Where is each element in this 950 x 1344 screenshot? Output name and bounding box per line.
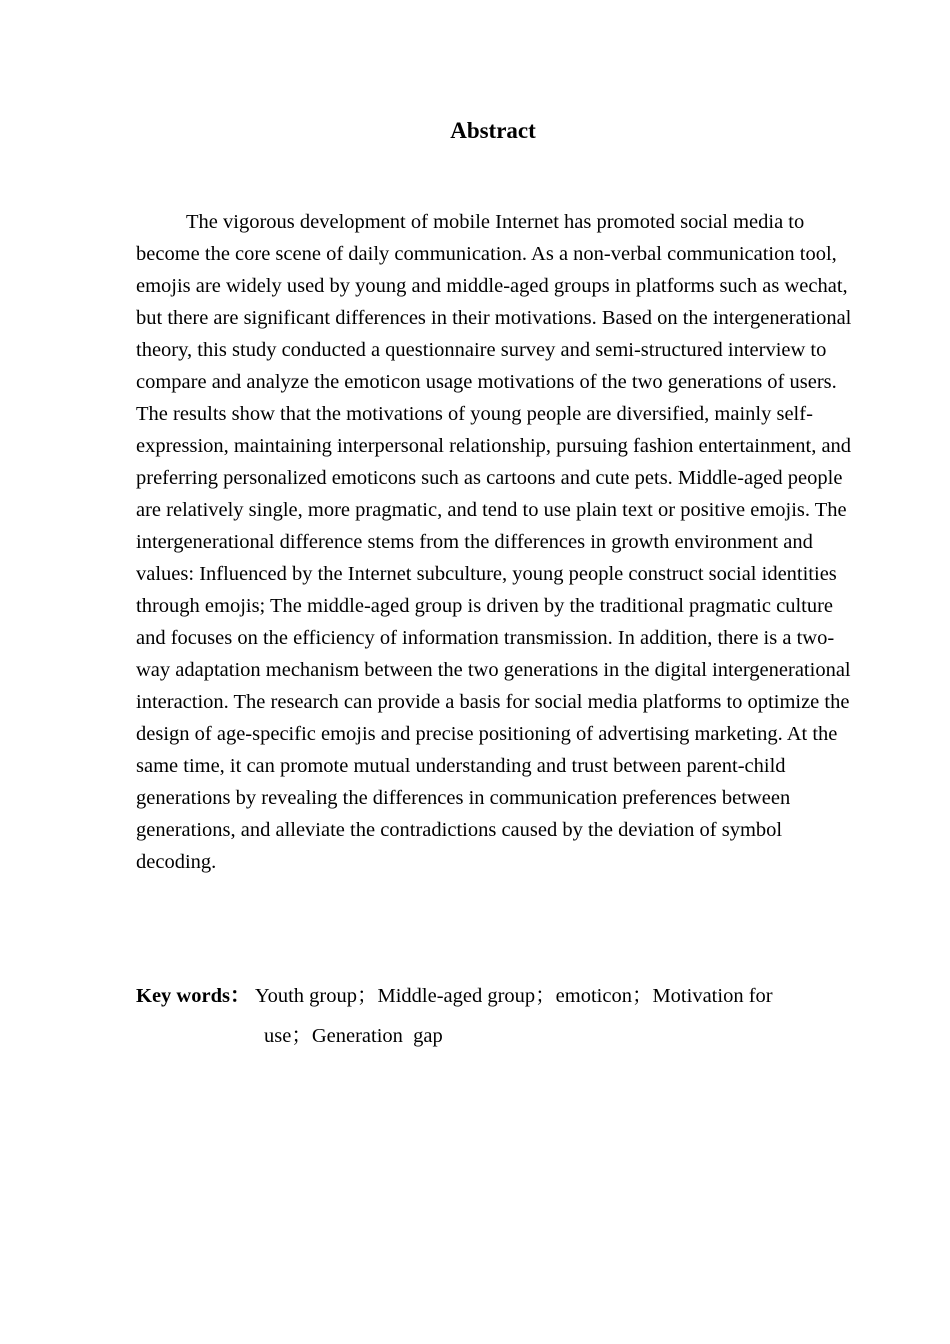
abstract-body: The vigorous development of mobile Internet has promoted social media to become the core scene of daily communication. As a non-verbal communication tool, emojis are widely used by young and middle-aged groups in platforms such as wechat, but there are significant differences in their motivations. Based on the intergenerational theory, this study conducted a questionnaire survey and semi-structured interview to compare and analyze the emoticon usage motivations of the two generations of users. The results show that the motivations of young people are diversified, mainly self-expression, maintaining interpersonal relationship, pursuing fashion entertainment, and preferring personalized emoticons such as cartoons and cute pets. Middle-aged people are relatively single, more pragmatic, and tend to use plain text or positive emojis. The intergenerational difference stems from the differences in growth environment and values: Influenced by the Internet subculture, young people construct social identities through emojis; The middle-aged group is driven by the traditional pragmatic culture and focuses on the efficiency of information transmission. In addition, there is a two-way adaptation mechanism between the two generations in the digital intergenerational interaction. The research can provide a basis for social media platforms to optimize the design of age-specific emojis and precise positioning of advertising marketing. At the same time, it can promote mutual understanding and trust between parent-child generations by revealing the differences in communication preferences between generations, and alleviate the contradictions caused by the deviation of symbol decoding. xyxy=(136,211,852,873)
keywords-section xyxy=(136,976,852,1056)
abstract-title: Abstract xyxy=(450,118,536,143)
keywords-line-1 xyxy=(136,976,852,1016)
keywords-label: Key words： xyxy=(136,985,251,1007)
keywords-list-part-2: use；Generation gap xyxy=(264,1025,443,1047)
keywords-list-part-1: Youth group；Middle-aged group；emoticon；Motivation for xyxy=(254,985,773,1007)
